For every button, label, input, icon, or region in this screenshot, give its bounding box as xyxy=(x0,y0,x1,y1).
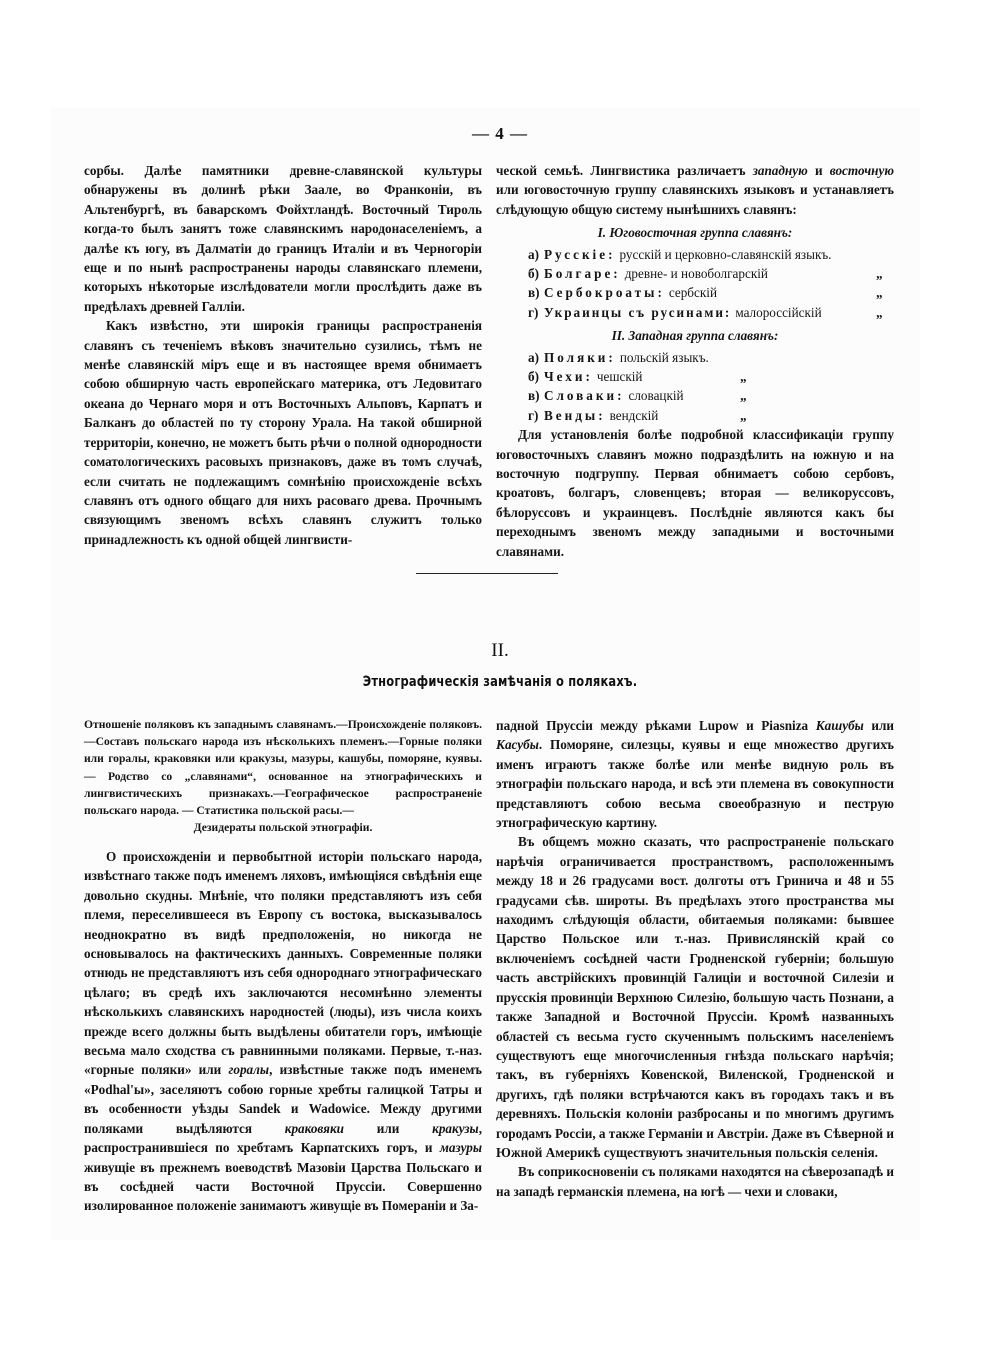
section-title: Этнографическія замѣчанія о полякахъ. xyxy=(362,674,638,690)
bottom-right-column xyxy=(496,716,894,1201)
list-item: в) Сербокроаты: сербскій „ xyxy=(528,285,883,301)
list-item: г) Украинцы съ русинами: малороссійскій „ xyxy=(528,304,883,320)
paragraph: сорбы. Далѣе памятники древне-славянской культуры обнаружены въ долинѣ рѣки Заале, во Франконіи, въ Альтенбургѣ, въ баварскомъ Фойхтландѣ. Восточный Тироль когда-то былъ занятъ тоже славянскимъ народонаселеніемъ, а далѣе къ югу, въ Далматіи до границъ Италіи и въ Черногоріи еще и по нынѣ распространены народы славянскаго племени, которыхъ нѣкоторые изслѣдователи могли прослѣдить даже въ предѣлахъ древней Галліи. xyxy=(84,163,482,314)
southeast-group-list xyxy=(528,245,894,323)
page-number: — 4 — xyxy=(472,124,528,143)
section-divider xyxy=(416,573,558,574)
western-group-list xyxy=(528,348,894,426)
group-title-western: II. Западная группа славянъ: xyxy=(611,328,779,344)
paragraph: Въ общемъ можно сказать, что распространеніе польскаго нарѣчія ограничивается пространствомъ, расположеннымъ между 18 и 26 градусами вост. долготы отъ Гринича и 48 и 55 градусами сѣв. широты. Въ предѣлахъ этого пространства мы находимъ слѣдующія области, обитаемыя поляками: бывшее Царство Польское или т.-наз. Привислянскій край со включеніемъ сосѣдней части Гродненской губерніи; большую часть австрійскихъ провинцій Галиціи и восточной Силезіи и прусскія провинціи Верхнюю Силезію, большую часть Познани, а также Западной и Восточной Пруссіи. Кромѣ названныхъ областей съ весьма густо скученнымъ польскимъ населеніемъ существуютъ еще многочисленныя гнѣзда польскаго нарѣчія; такъ, въ губерніяхъ Ковенской, Виленской, Гродненской и другихъ, гдѣ поляки встрѣчаются какъ въ городахъ такъ и въ деревняхъ. Польскія колоніи разбросаны и по многимъ другимъ городамъ Россіи, а также Германіи и Австріи. Даже въ Сѣверной и Южной Америкѣ существуютъ значительныя польскія селенія. xyxy=(496,834,894,1160)
list-item: б) Чехи: чешскій „ xyxy=(528,368,747,384)
list-item: а) Поляки: польскій языкъ. xyxy=(528,349,709,365)
list-item: а) Русскіе: русскій и церковно-славянскій языкъ. xyxy=(528,246,832,262)
bottom-left-column xyxy=(84,847,482,1216)
summary-text: Отношеніе поляковъ къ западнымъ славянамъ.—Происхожденіе поляковъ.—Составъ польскаго народа изъ нѣсколькихъ племенъ.—Горные поляки или горалы, краковяки или кракузы, мазуры, кашубы, поморяне, куявы. — Родство со „славянами“, основанное на этнографическихъ и лингвистическихъ признакахъ.—Географическое распространеніе польскаго народа. — Статистика польской расы.— xyxy=(84,718,482,818)
paragraph: Въ соприкосновеніи съ поляками находятся на сѣверозападѣ и на западѣ германскія племена, на югѣ — чехи и словаки, xyxy=(496,1164,894,1199)
section-number: II. xyxy=(491,640,509,661)
chapter-summary xyxy=(84,716,482,836)
list-item: г) Венды: вендскій „ xyxy=(528,407,747,423)
list-item: в) Словаки: словацкій „ xyxy=(528,388,747,404)
group-title-southeast: I. Юговосточная группа славянъ: xyxy=(597,225,793,241)
paragraph: ческой семьѣ. Лингвистика различаетъ западную и восточную или юговосточную группу славянскихъ языковъ и устанавляетъ слѣдующую общую систему нынѣшнихъ славянъ: xyxy=(496,163,894,217)
top-left-column xyxy=(84,161,482,549)
paragraph: Для установленія болѣе подробной классификаціи группу юговосточныхъ славянъ можно подраздѣлить на южную и на восточную подгруппу. Первая обнимаетъ собою сербовъ, кроатовъ, болгаръ, словенцевъ; вторая — великоруссовъ, бѣлоруссовъ и украинцевъ. Послѣдніе являются какъ бы переходнымъ звеномъ между западными и восточными славянами. xyxy=(496,427,894,559)
top-right-column xyxy=(496,161,894,561)
list-item: б) Болгаре: древне- и новоболгарскій „ xyxy=(528,266,883,282)
summary-last-line: Дезидераты польской этнографіи. xyxy=(193,821,373,835)
paragraph: Какъ извѣстно, эти широкія границы распространенія славянъ съ теченіемъ вѣковъ значительно сузились, тѣмъ не менѣе славянскій міръ еще и въ настоящее время обнимаетъ собою обширную часть европейскаго материка, отъ Ледовитаго океана до Чернаго моря и отъ Восточныхъ Альповъ, Карпатъ и Балканъ до областей по ту сторону Урала. На такой обширной территоріи, конечно, не можетъ быть рѣчи о полной однородности соматологическихъ расовыхъ признаковъ, даже въ томъ случаѣ, если считать не подлежащимъ сомнѣнію происхожденіе всѣхъ славянъ отъ одного общаго для нихъ расоваго древа. Прочнымъ связующимъ звеномъ всѣхъ славянъ служитъ только принадлежность къ одной общей лингвисти- xyxy=(84,318,482,547)
paragraph: О происхожденіи и первобытной исторіи польскаго народа, извѣстнаго также подъ именемъ ляховъ, имѣющіяся свѣдѣнія еще довольно скудны. Мнѣніе, что поляки представляютъ изъ себя племя, переселившееся въ Европу съ востока, высказывалось неоднократно въ видѣ предположенія, но никогда не основывалось на фактическихъ данныхъ. Современные поляки отнюдь не представляютъ изъ себя однороднаго этнографическаго цѣлаго; въ средѣ ихъ заключаются несомнѣнно элементы нѣсколькихъ славянскихъ народностей (люды), изъ числа коихъ прежде всего должны быть выдѣлены обитатели горъ, имѣющіе весьма мало сходства съ равнинными поляками. Первые, т.-наз. «горные поляки» или горалы, извѣстные также подъ именемъ «Podhal'ы», заселяютъ собою горные хребты галицкой Татры и въ особенности уѣзды Sandek и Wadowice. Между другими поляками выдѣляются краковяки или кракузы, распространившіеся по хребтамъ Карпатскихъ горъ, и мазуры живущіе въ прежнемъ воеводствѣ Мазовіи Царства Польскаго и въ сосѣдней части Восточной Пруссіи. Совершенно изолированное положеніе занимаютъ живущіе въ Помераніи и За- xyxy=(84,849,482,1214)
paragraph: падной Пруссіи между рѣками Lupow и Piasniza Кашубы или Касубы. Поморяне, силезцы, куявы и еще множество другихъ именъ играютъ также болѣе или менѣе видную роль въ этнографіи польскаго народа, и всѣ эти племена въ совокупности представляютъ собою весьма своеобразную и пеструю этнографическую картину. xyxy=(496,718,894,831)
